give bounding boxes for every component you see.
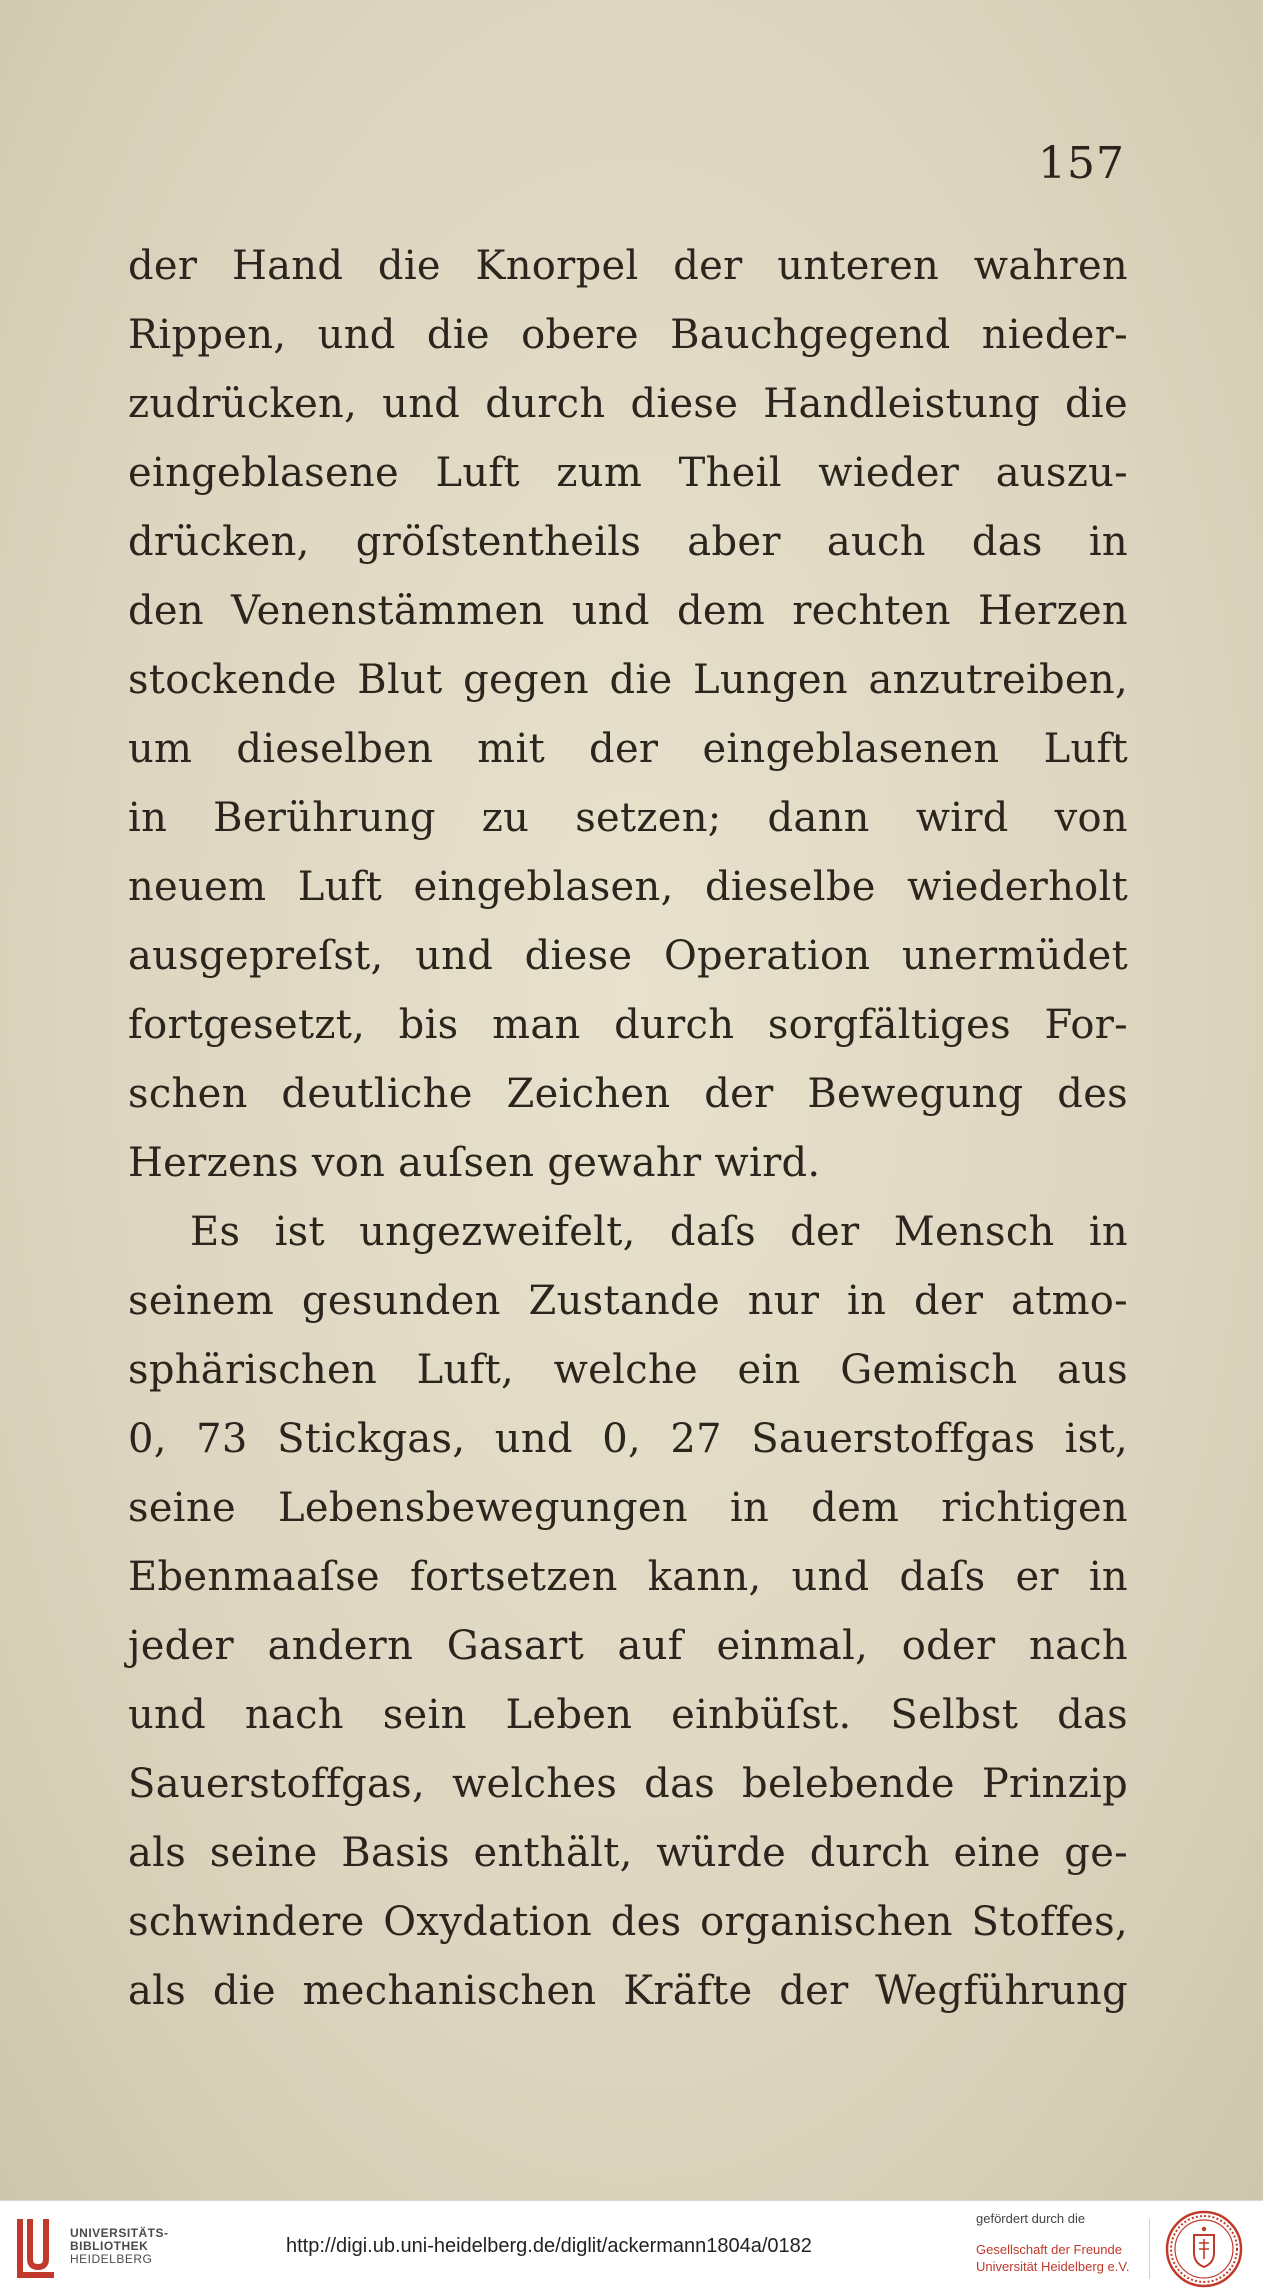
text-line: fortgesetzt, bis man durch sorgfältiges For-	[128, 1002, 1128, 1048]
text-line: zudrücken, und durch diese Handleistung die	[128, 381, 1128, 427]
library-name-line: BIBLIOTHEK	[70, 2239, 149, 2253]
text-line: 0, 73 Stickgas, und 0, 27 Sauerstoffgas ist,	[128, 1416, 1128, 1462]
text-line: seinem gesunden Zustande nur in der atmo-	[128, 1278, 1128, 1324]
divider	[1149, 2219, 1150, 2279]
text-line: den Venenstämmen und dem rechten Herzen	[128, 588, 1128, 634]
sponsor-name-line: Universität Heidelberg e.V.	[976, 2259, 1130, 2274]
text-line-paragraph-end: Herzens von auſsen gewahr wird.	[128, 1140, 821, 1186]
text-line: in Berührung zu setzen; dann wird von	[128, 795, 1128, 841]
sponsor-name[interactable]	[976, 2241, 1129, 2275]
text-line: als die mechanischen Kräfte der Wegführung	[128, 1968, 1128, 2014]
text-line: eingeblasene Luft zum Theil wieder auszu-	[128, 450, 1128, 496]
text-line: Sauerstoffgas, welches das belebende Prinzip	[128, 1761, 1128, 1807]
university-seal-icon[interactable]	[1164, 2209, 1244, 2289]
text-line: als seine Basis enthält, würde durch eine ge-	[128, 1830, 1128, 1876]
library-name-line: UNIVERSITÄTS-	[70, 2226, 169, 2240]
body-text	[128, 232, 1128, 2026]
page-number: 157	[1038, 138, 1125, 189]
library-name	[70, 2227, 169, 2266]
footer-bar	[0, 2200, 1263, 2294]
sponsor-name-line: Gesellschaft der Freunde	[976, 2242, 1122, 2257]
text-line: jeder andern Gasart auf einmal, oder nach	[128, 1623, 1128, 1669]
text-line-paragraph-start: Es ist ungezweifelt, daſs der Mensch in	[190, 1209, 1128, 1255]
ub-heidelberg-logo-icon[interactable]	[14, 2215, 60, 2279]
text-line: schen deutliche Zeichen der Bewegung des	[128, 1071, 1128, 1117]
text-line: und nach sein Leben einbüſst. Selbst das	[128, 1692, 1128, 1738]
text-line: stockende Blut gegen die Lungen anzutreiben,	[128, 657, 1128, 703]
text-line: schwindere Oxydation des organischen Stoffes,	[128, 1899, 1128, 1945]
permalink-url[interactable]: http://digi.ub.uni-heidelberg.de/diglit/ackermann1804a/0182	[286, 2235, 812, 2257]
text-line: ausgepreſst, und diese Operation unermüdet	[128, 933, 1128, 979]
text-line: seine Lebensbewegungen in dem richtigen	[128, 1485, 1128, 1531]
text-line: sphärischen Luft, welche ein Gemisch aus	[128, 1347, 1128, 1393]
text-line: drücken, gröſstentheils aber auch das in	[128, 519, 1128, 565]
text-line: der Hand die Knorpel der unteren wahren	[128, 243, 1128, 289]
text-line: Ebenmaaſse fortsetzen kann, und daſs er in	[128, 1554, 1128, 1600]
text-line: um dieselben mit der eingeblasenen Luft	[128, 726, 1128, 772]
library-name-line: HEIDELBERG	[70, 2252, 153, 2266]
text-line: neuem Luft eingeblasen, dieselbe wiederholt	[128, 864, 1128, 910]
sponsor-label: gefördert durch die	[976, 2211, 1086, 2226]
text-line: Rippen, und die obere Bauchgegend nieder-	[128, 312, 1128, 358]
